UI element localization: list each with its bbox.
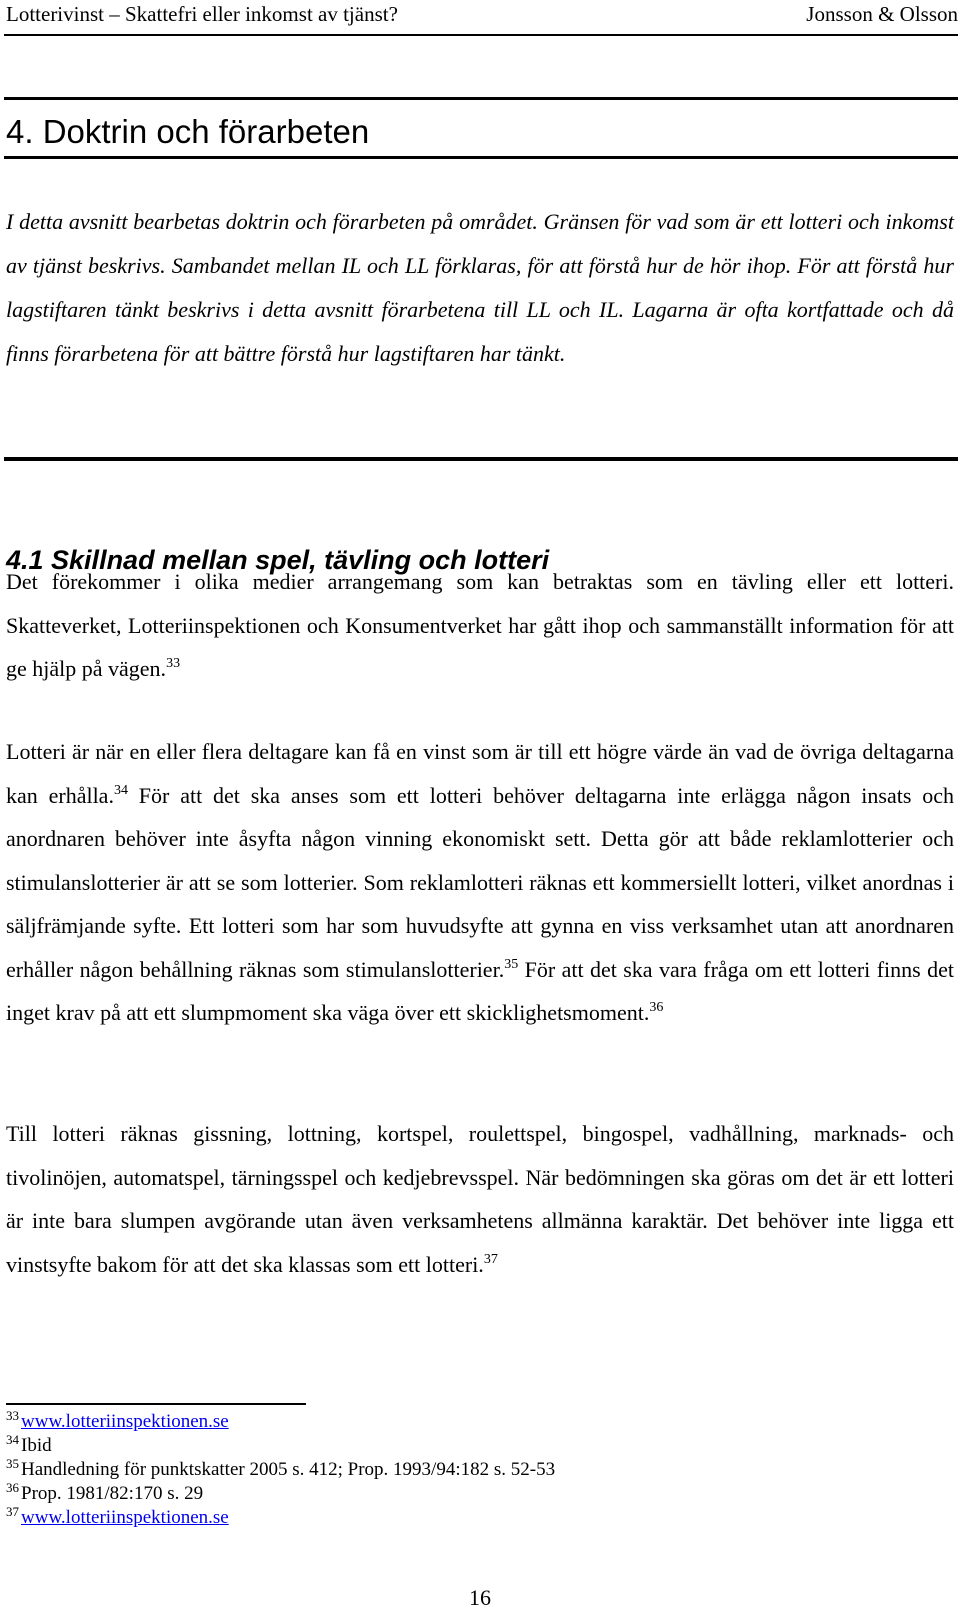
- chapter-intro: I detta avsnitt bearbetas doktrin och förarbeten på området. Gränsen för vad som är ett lotteri och inkomst av tjänst beskrivs. Sambandet mellan IL och LL förklaras, för att förstå hur de hör ihop. För att förstå hur lagstiftaren tänkt beskrivs i detta avsnitt förarbetena till LL och IL. Lagarna är ofta kortfattade och då finns förarbetena för att bättre förstå hur lagstiftaren har tänkt.: [6, 209, 954, 366]
- footnote-37: [6, 1506, 906, 1530]
- footnote-ref-35[interactable]: 35: [504, 956, 519, 972]
- header-rule: [4, 34, 958, 36]
- footnote-separator: [6, 1403, 306, 1405]
- footnote-34: [6, 1434, 906, 1458]
- section-title: 4.1 Skillnad mellan spel, tävling och lotteri: [6, 545, 550, 575]
- footnote-link[interactable]: www.lotteriinspektionen.se: [21, 1411, 229, 1432]
- footnotes: [6, 1410, 906, 1530]
- footnote-text: Ibid: [21, 1435, 52, 1456]
- chapter-title: 4. Doktrin och förarbeten: [6, 113, 370, 150]
- paragraph-2-text-c: För att det ska vara fråga om ett lotteri finns det inget krav på att ett slumpmoment ska väga över ett skicklighetsmoment.: [6, 956, 954, 1025]
- footnote-ref-36[interactable]: 36: [649, 1000, 664, 1015]
- footnote-number: 36: [6, 1480, 19, 1495]
- footnote-35: [6, 1458, 906, 1482]
- header-title: Lotterivinst – Skattefri eller inkomst av tjänst?: [6, 2, 398, 26]
- footnote-ref-37[interactable]: 37: [483, 1251, 498, 1267]
- paragraph-1: [6, 560, 954, 691]
- paragraph-3: [6, 1112, 954, 1286]
- footnote-text: Handledning för punktskatter 2005 s. 412; Prop. 1993/94:182 s. 52-53: [21, 1459, 556, 1480]
- footnote-number: 34: [6, 1432, 19, 1447]
- header-authors: Jonsson & Olsson: [806, 2, 958, 26]
- paragraph-2-text-a: Lotteri är när en eller flera deltagare kan få en vinst som är till ett högre värde än vad de övriga deltagarna kan erhålla.: [6, 739, 954, 808]
- footnote-number: 35: [6, 1456, 19, 1471]
- footnote-ref-34[interactable]: 34: [113, 782, 128, 798]
- chapter-rule-bottom: [4, 156, 958, 159]
- footnote-33: [6, 1410, 906, 1434]
- chapter-rule-top: [4, 97, 958, 100]
- paragraph-3-text: Till lotteri räknas gissning, lottning, kortspel, roulettspel, bingospel, vadhållning, marknads- och tivolinöjen, automatspel, tärningsspel och kedjebrevsspel. När bedömningen ska göras om det är ett lotteri är inte bara slumpen avgörande utan även verksamhetens allmänna karaktär. Det behöver inte ligga ett vinstsyfte bakom för att det ska klassas som ett lotteri.: [6, 1121, 954, 1277]
- running-header: [6, 0, 958, 28]
- footnote-36: [6, 1482, 906, 1506]
- paragraph-2: [6, 730, 954, 1035]
- footnote-number: 33: [6, 1408, 19, 1423]
- section-divider: [4, 457, 958, 461]
- footnote-ref-33[interactable]: 33: [166, 656, 181, 671]
- page-number: 16: [469, 1585, 491, 1610]
- paragraph-1-text: Det förekommer i olika medier arrangemang som kan betraktas som en tävling eller ett lotteri. Skatteverket, Lotteriinspektionen och Konsumentverket har gått ihop och sammanställt information för att ge hjälp på vägen.: [6, 569, 954, 681]
- footnote-link[interactable]: www.lotteriinspektionen.se: [21, 1507, 229, 1528]
- footnote-number: 37: [6, 1504, 19, 1519]
- footnote-text: Prop. 1981/82:170 s. 29: [21, 1483, 204, 1504]
- paragraph-2-text-b: För att det ska anses som ett lotteri behöver deltagarna inte erlägga någon insats och anordnaren behöver inte åsyfta någon vinning ekonomiskt sett. Detta gör att både reklamlotterier och stimulanslotterier är att se som lotterier. Som reklamlotteri räknas ett kommersiellt lotteri, vilket anordnas i säljfrämjande syfte. Ett lotteri som har som huvudsyfte att gynna en viss verksamhet utan att anordnaren erhåller någon behållning räknas som stimulanslotterier.: [6, 782, 955, 982]
